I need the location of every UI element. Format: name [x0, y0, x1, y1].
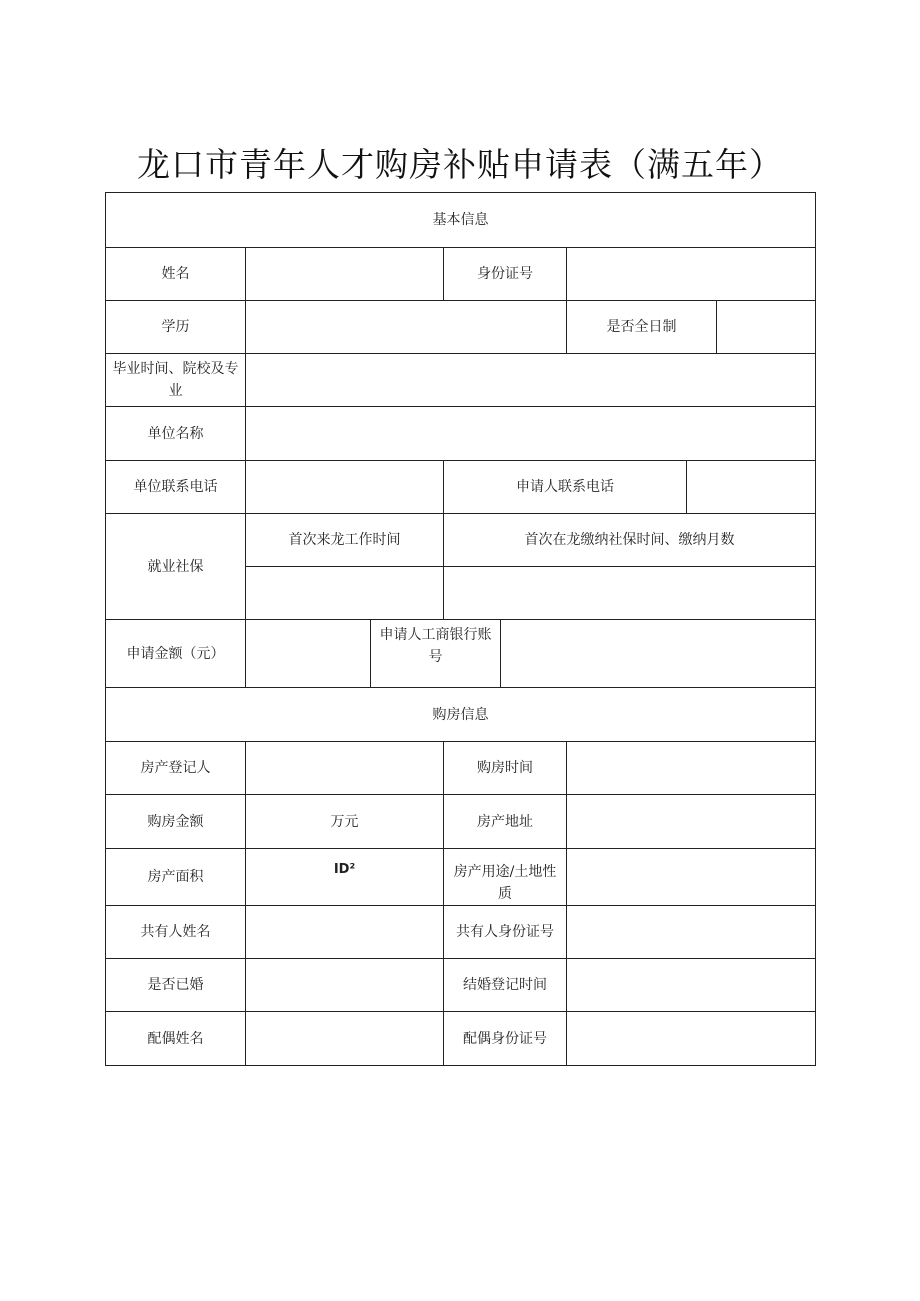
- label-co-owner-id: 共有人身份证号: [444, 906, 567, 959]
- field-area[interactable]: [246, 849, 444, 906]
- field-usage[interactable]: [567, 849, 816, 906]
- label-bank-account: [371, 620, 501, 688]
- label-amount: 申请金额（元）: [106, 620, 246, 688]
- label-registrant: 房产登记人: [106, 742, 246, 795]
- field-purchase-amount[interactable]: [246, 795, 444, 849]
- purchase-amount-unit: 万元: [330, 813, 359, 830]
- field-employer-phone[interactable]: [246, 461, 444, 514]
- field-registrant[interactable]: [246, 742, 444, 795]
- label-spouse-id: 配偶身份证号: [444, 1012, 567, 1066]
- field-address[interactable]: [567, 795, 816, 849]
- label-id-number: 身份证号: [444, 248, 567, 301]
- field-co-owner-name[interactable]: [246, 906, 444, 959]
- label-spouse-name: 配偶姓名: [106, 1012, 246, 1066]
- label-address: 房产地址: [444, 795, 567, 849]
- label-education: 学历: [106, 301, 246, 354]
- field-applicant-phone[interactable]: [687, 461, 816, 514]
- section-basic-info: 基本信息: [106, 193, 816, 248]
- field-education[interactable]: [246, 301, 567, 354]
- section-purchase-info: 购房信息: [106, 688, 816, 742]
- field-co-owner-id[interactable]: [567, 906, 816, 959]
- label-marriage-time: 结婚登记时间: [444, 959, 567, 1012]
- label-married: 是否已婚: [106, 959, 246, 1012]
- label-usage: 房产用途/土地性质: [444, 849, 567, 906]
- label-co-owner-name: 共有人姓名: [106, 906, 246, 959]
- field-graduation[interactable]: [246, 354, 816, 407]
- field-spouse-id[interactable]: [567, 1012, 816, 1066]
- field-bank-account[interactable]: [501, 620, 816, 688]
- label-employment-social: 就业社保: [106, 514, 246, 620]
- field-amount[interactable]: [246, 620, 371, 688]
- field-employer[interactable]: [246, 407, 816, 461]
- label-first-work-time: 首次来龙工作时间: [246, 514, 444, 567]
- field-spouse-name[interactable]: [246, 1012, 444, 1066]
- label-name: 姓名: [106, 248, 246, 301]
- field-marriage-time[interactable]: [567, 959, 816, 1012]
- field-married[interactable]: [246, 959, 444, 1012]
- label-purchase-time: 购房时间: [444, 742, 567, 795]
- label-first-social-time: 首次在龙缴纳社保时间、缴纳月数: [444, 514, 816, 567]
- field-first-social-time[interactable]: [444, 567, 816, 620]
- label-graduation: 毕业时间、院校及专业: [106, 354, 246, 407]
- label-employer-phone: 单位联系电话: [106, 461, 246, 514]
- label-employer: 单位名称: [106, 407, 246, 461]
- area-unit: ID²: [333, 861, 356, 877]
- field-full-time[interactable]: [717, 301, 816, 354]
- field-name[interactable]: [246, 248, 444, 301]
- label-purchase-amount: 购房金额: [106, 795, 246, 849]
- label-applicant-phone: 申请人联系电话: [444, 461, 687, 514]
- label-area: 房产面积: [106, 849, 246, 906]
- field-purchase-time[interactable]: [567, 742, 816, 795]
- label-full-time: 是否全日制: [567, 301, 717, 354]
- label-bank-account-text: 申请人工商银行账号: [379, 626, 492, 665]
- form-title: 龙口市青年人才购房补贴申请表（满五年）: [137, 145, 783, 184]
- field-id-number[interactable]: [567, 248, 816, 301]
- application-form-table: [105, 192, 816, 1066]
- field-first-work-time[interactable]: [246, 567, 444, 620]
